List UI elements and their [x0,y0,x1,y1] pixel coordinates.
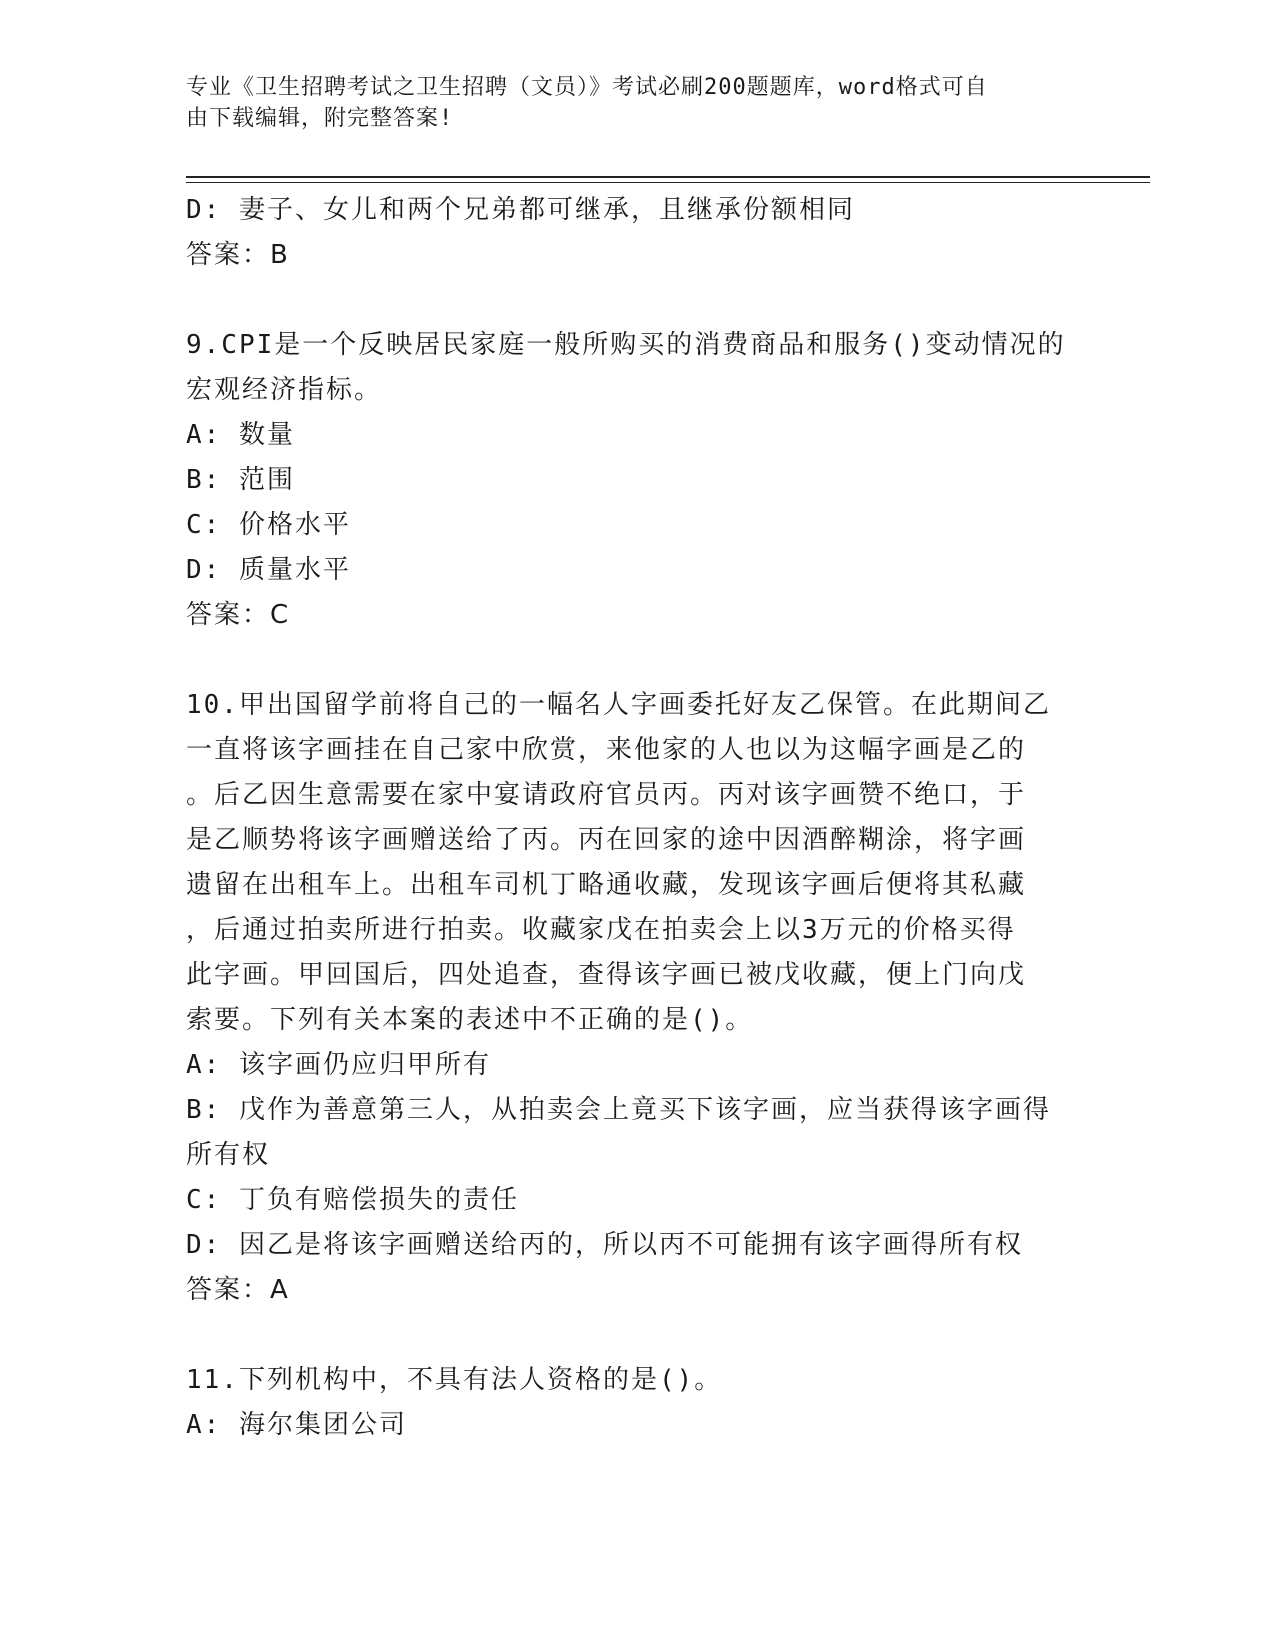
question-stem: 9.CPI是一个反映居民家庭一般所购买的消费商品和服务()变动情况的 [186,330,1066,360]
document-body [186,188,1086,1448]
question-stem: 宏观经济指标。 [186,375,383,405]
option-d: D: 质量水平 [186,555,351,585]
question-8 [186,188,1086,278]
answer-line: 答案：A [186,1275,290,1305]
question-stem: 一直将该字画挂在自己家中欣赏，来他家的人也以为这幅字画是乙的 [186,735,1027,765]
option-c: C: 丁负有赔偿损失的责任 [186,1185,519,1215]
option-a: A: 海尔集团公司 [186,1410,407,1440]
question-11 [186,1358,1086,1448]
question-stem: 11.下列机构中，不具有法人资格的是()。 [186,1365,723,1395]
question-stem: 。后乙因生意需要在家中宴请政府官员丙。丙对该字画赞不绝口，于 [186,780,1027,810]
spacer [186,1313,1086,1358]
option-b: B: 范围 [186,465,295,495]
option-d: D: 妻子、女儿和两个兄弟都可继承，且继承份额相同 [186,195,855,225]
option-c: C: 价格水平 [186,510,351,540]
question-9 [186,323,1086,638]
spacer [186,278,1086,323]
header-rule-thick [186,176,1150,178]
page-header [186,72,1066,134]
header-rule-thin [186,182,1150,183]
option-b-continued: 所有权 [186,1140,271,1170]
option-d: D: 因乙是将该字画赠送给丙的，所以丙不可能拥有该字画得所有权 [186,1230,1023,1260]
question-10 [186,683,1086,1313]
answer-line: 答案：B [186,240,290,270]
question-stem: 索要。下列有关本案的表述中不正确的是()。 [186,1005,754,1035]
header-line-1: 专业《卫生招聘考试之卫生招聘（文员）》考试必刷200题题库，word格式可自 [186,75,988,100]
answer-line: 答案：C [186,600,291,630]
question-stem: 10.甲出国留学前将自己的一幅名人字画委托好友乙保管。在此期间乙 [186,690,1051,720]
question-stem: 遗留在出租车上。出租车司机丁略通收藏，发现该字画后便将其私藏 [186,870,1027,900]
option-b: B: 戊作为善意第三人，从拍卖会上竟买下该字画，应当获得该字画得 [186,1095,1051,1125]
option-a: A: 数量 [186,420,295,450]
header-line-2: 由下载编辑，附完整答案! [186,106,454,131]
question-stem: 是乙顺势将该字画赠送给了丙。丙在回家的途中因酒醉糊涂，将字画 [186,825,1027,855]
question-stem: ，后通过拍卖所进行拍卖。收藏家戊在拍卖会上以3万元的价格买得 [186,915,1016,945]
spacer [186,638,1086,683]
question-stem: 此字画。甲回国后，四处追查，查得该字画已被戊收藏，便上门向戊 [186,960,1027,990]
option-a: A: 该字画仍应归甲所有 [186,1050,491,1080]
